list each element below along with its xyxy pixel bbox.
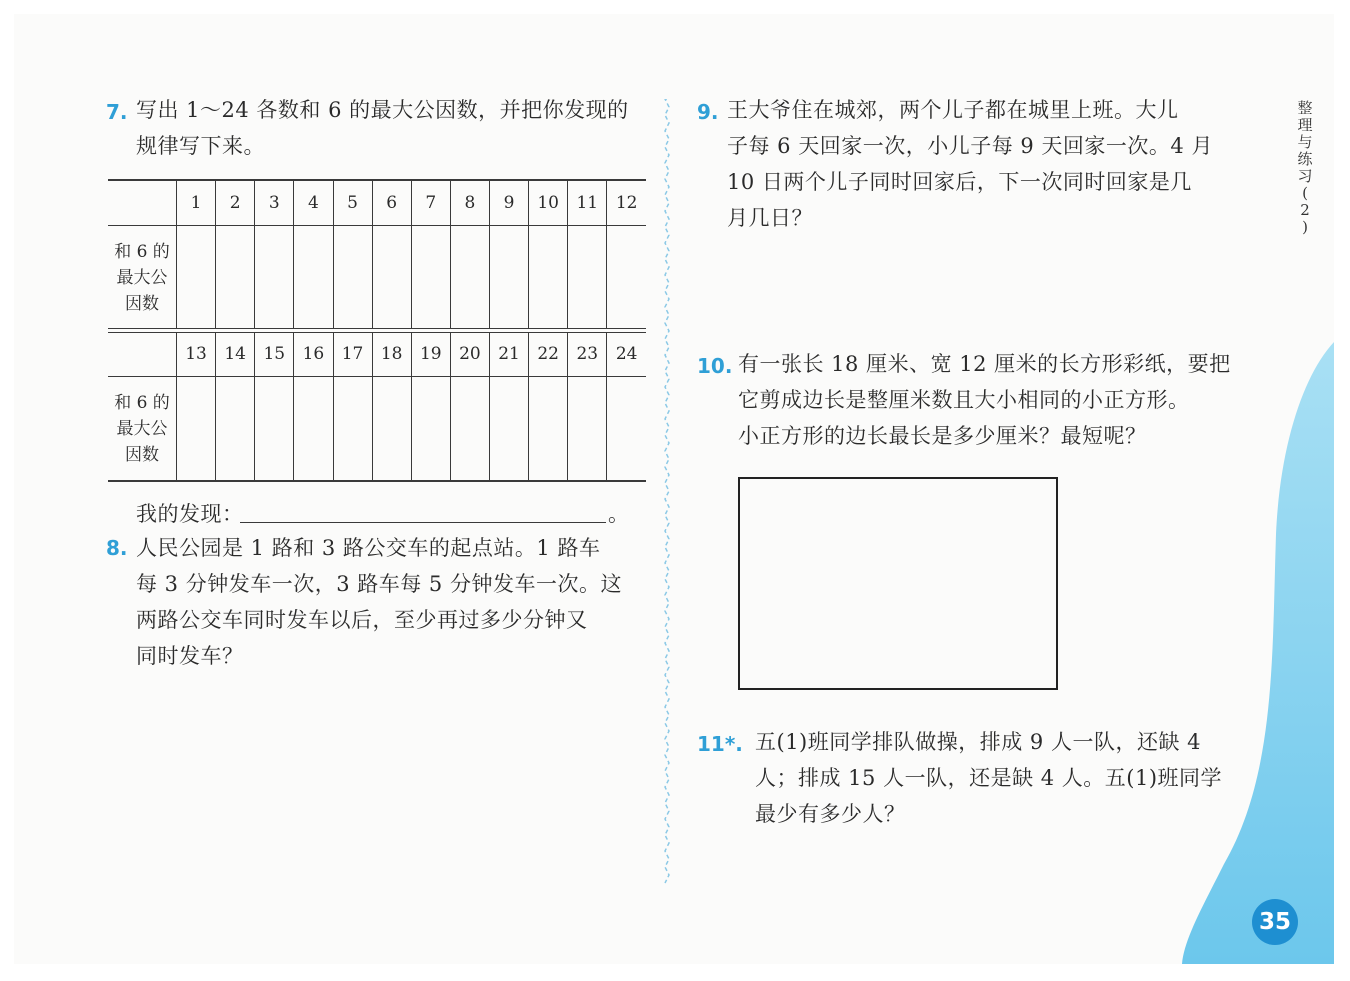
number-cell: 11 <box>568 181 607 226</box>
table-corner <box>108 332 177 377</box>
answer-cell[interactable] <box>216 377 255 481</box>
q9-line: 王大爷住在城郊，两个儿子都在城里上班。大儿 <box>727 98 1179 122</box>
number-cell: 10 <box>529 181 568 226</box>
page-number-badge: 35 <box>1252 899 1298 945</box>
q7-number: 7. <box>106 100 128 124</box>
gcf-table-1 <box>108 181 646 329</box>
q7-line: 规律写下来。 <box>136 134 265 158</box>
number-cell: 22 <box>529 332 568 377</box>
table-bottom-rule <box>108 480 646 482</box>
answer-cell[interactable] <box>294 377 333 481</box>
answer-cell[interactable] <box>255 377 294 481</box>
table-row <box>108 226 646 330</box>
section-title-vertical: 整 理 与 练 习 ( 2 ) <box>1297 99 1313 236</box>
number-cell: 8 <box>450 181 489 226</box>
answer-cell[interactable] <box>490 226 529 330</box>
q10-line: 小正方形的边长最长是多少厘米？最短呢？ <box>738 424 1147 448</box>
number-cell: 24 <box>607 332 646 377</box>
q9-text <box>727 92 1213 236</box>
answer-cell[interactable] <box>450 377 489 481</box>
answer-cell[interactable] <box>216 226 255 330</box>
q9-number: 9. <box>697 100 719 124</box>
number-cell: 7 <box>411 181 450 226</box>
number-cell: 1 <box>177 181 216 226</box>
answer-cell[interactable] <box>529 377 568 481</box>
finding-answer-line[interactable] <box>240 522 606 523</box>
q8-text <box>136 530 622 674</box>
answer-cell[interactable] <box>568 226 607 330</box>
number-cell: 19 <box>411 332 450 377</box>
q7-line: 写出 1～24 各数和 6 的最大公因数，并把你发现的 <box>136 98 629 122</box>
answer-cell[interactable] <box>294 226 333 330</box>
answer-cell[interactable] <box>177 226 216 330</box>
q10-line: 它剪成边长是整厘米数且大小相同的小正方形。 <box>738 388 1190 412</box>
finding-end: 。 <box>608 502 630 526</box>
number-cell: 16 <box>294 332 333 377</box>
answer-cell[interactable] <box>411 377 450 481</box>
column-divider <box>662 99 672 889</box>
answer-cell[interactable] <box>372 226 411 330</box>
table-row <box>108 332 646 377</box>
answer-cell[interactable] <box>529 226 568 330</box>
rectangle-drawing-box[interactable] <box>738 477 1058 690</box>
answer-cell[interactable] <box>450 226 489 330</box>
answer-cell[interactable] <box>333 377 372 481</box>
number-cell: 15 <box>255 332 294 377</box>
q11-line: 五(1)班同学排队做操，排成 9 人一队，还缺 4 <box>755 730 1201 754</box>
q9-line: 10 日两个儿子同时回家后，下一次同时回家是几 <box>727 170 1192 194</box>
number-cell: 2 <box>216 181 255 226</box>
answer-cell[interactable] <box>333 226 372 330</box>
q9-line: 月几日？ <box>727 206 813 230</box>
table-row <box>108 181 646 226</box>
row-label: 和 6 的 最大公 因数 <box>114 241 170 314</box>
number-cell: 17 <box>333 332 372 377</box>
q9-line: 子每 6 天回家一次，小儿子每 9 天回家一次。4 月 <box>727 134 1213 158</box>
number-cell: 5 <box>333 181 372 226</box>
q7-text <box>136 92 629 164</box>
number-cell: 18 <box>372 332 411 377</box>
number-cell: 13 <box>177 332 216 377</box>
q8-number: 8. <box>106 536 128 560</box>
q8-line: 每 3 分钟发车一次，3 路车每 5 分钟发车一次。这 <box>136 572 622 596</box>
answer-cell[interactable] <box>607 377 646 481</box>
q11-line: 人；排成 15 人一队，还是缺 4 人。五(1)班同学 <box>755 766 1223 790</box>
number-cell: 21 <box>490 332 529 377</box>
answer-cell[interactable] <box>411 226 450 330</box>
q10-number: 10. <box>697 354 733 378</box>
gcf-table-2 <box>108 332 646 480</box>
number-cell: 3 <box>255 181 294 226</box>
row-label: 和 6 的 最大公 因数 <box>114 392 170 465</box>
workbook-page <box>14 14 1334 964</box>
answer-cell[interactable] <box>568 377 607 481</box>
answer-cell[interactable] <box>607 226 646 330</box>
q8-line: 人民公园是 1 路和 3 路公交车的起点站。1 路车 <box>136 536 601 560</box>
answer-cell[interactable] <box>372 377 411 481</box>
answer-cell[interactable] <box>177 377 216 481</box>
number-cell: 14 <box>216 332 255 377</box>
q8-line: 两路公交车同时发车以后，至少再过多少分钟又 <box>136 608 588 632</box>
answer-cell[interactable] <box>490 377 529 481</box>
number-cell: 6 <box>372 181 411 226</box>
q10-text <box>738 346 1231 454</box>
number-cell: 9 <box>490 181 529 226</box>
number-cell: 12 <box>607 181 646 226</box>
q11-line: 最少有多少人？ <box>755 802 906 826</box>
table-row <box>108 377 646 481</box>
finding-label: 我的发现： <box>136 502 244 526</box>
table-corner <box>108 181 177 226</box>
q10-line: 有一张长 18 厘米、宽 12 厘米的长方形彩纸，要把 <box>738 352 1231 376</box>
answer-cell[interactable] <box>255 226 294 330</box>
q11-text <box>755 724 1222 832</box>
number-cell: 23 <box>568 332 607 377</box>
number-cell: 4 <box>294 181 333 226</box>
number-cell: 20 <box>450 332 489 377</box>
q8-line: 同时发车？ <box>136 644 244 668</box>
q11-number: 11*. <box>697 732 743 756</box>
